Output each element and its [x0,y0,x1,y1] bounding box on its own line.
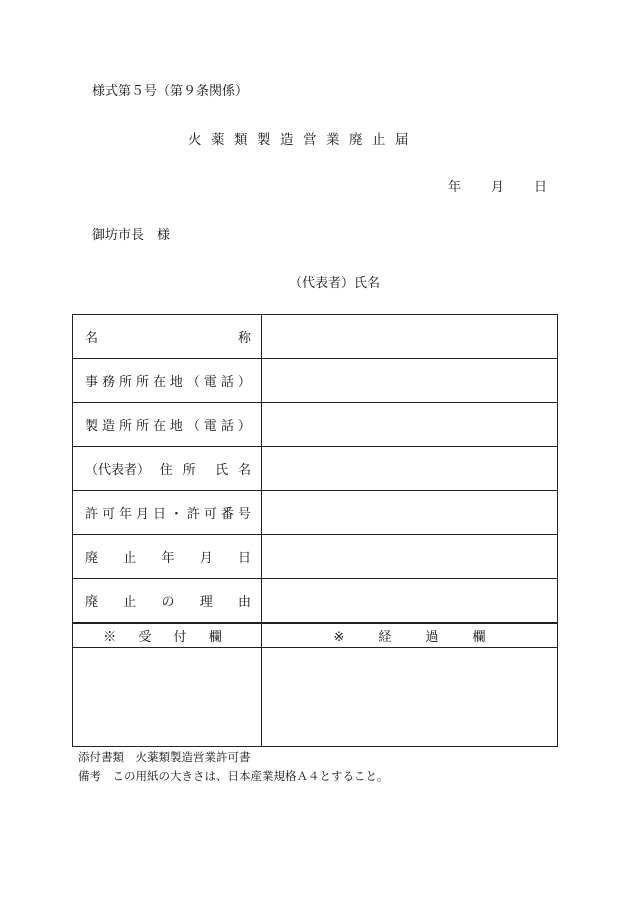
row-label-char: 所 [135,375,149,390]
row-label-representative [73,447,262,491]
row-value-office-address[interactable] [262,359,558,403]
notes [78,748,389,786]
row-label-char: ） [237,375,251,390]
row-label-office-address [73,359,262,403]
addressee: 御坊市長 様 [92,228,171,243]
row-label-char: 所 [118,375,132,390]
remark-note: 備考 この用紙の大きさは、日本産業規格Ａ４とすること。 [78,769,389,783]
row-label-char: 話 [220,375,234,390]
row-label-char: 地 [169,419,183,434]
row-label-char: 年 [161,551,175,566]
row-label-char: 所 [118,419,132,434]
table-row [73,359,558,403]
table-row [73,447,558,491]
row-label-char: 住 [159,463,173,478]
document-title: 火薬類製造営業廃止届 [188,132,418,148]
row-label-char: 可 [203,507,217,522]
row-value-factory-address[interactable] [262,403,558,447]
date-year: 年 [448,180,462,195]
row-value-abolition-date[interactable] [262,535,558,579]
row-label-char: （代表者） [85,463,151,478]
row-label-char: 日 [152,507,166,522]
row-value-name[interactable] [262,315,558,359]
row-label-permit-date-number [73,491,262,535]
row-label-char: 所 [135,419,149,434]
row-label-char: （ [186,375,200,390]
progress-word-1: 経 [378,630,392,645]
row-value-permit-date-number[interactable] [262,491,558,535]
table-row [73,535,558,579]
row-label-char: 月 [135,507,149,522]
row-label-char: の [161,595,175,610]
row-label-char: 許 [186,507,200,522]
row-label-char: （ [186,419,200,434]
date-line [448,176,547,195]
row-label-factory-address [73,403,262,447]
row-label-char: 称 [237,331,251,346]
row-label-char: ） [237,419,251,434]
representative-name-label: （代表者）氏名 [289,276,381,291]
row-label-name [73,315,262,359]
row-label-char: 由 [237,595,251,610]
row-label-char: 止 [123,551,137,566]
date-month: 月 [491,180,505,195]
row-value-abolition-reason[interactable] [262,579,558,624]
form-code: 様式第５号（第９条関係） [92,84,249,99]
row-label-char: 電 [203,419,217,434]
row-label-char: ・ [169,507,183,522]
row-label-char: 号 [237,507,251,522]
row-label-char: 在 [152,375,166,390]
row-value-representative[interactable] [262,447,558,491]
row-label-char: 造 [101,419,115,434]
row-label-char: 止 [123,595,137,610]
row-label-char: 在 [152,419,166,434]
row-label-char: 務 [101,375,115,390]
row-label-char: 番 [220,507,234,522]
row-label-char: 日 [237,551,251,566]
table-row [73,491,558,535]
row-label-char: 廃 [85,551,99,566]
progress-word-2: 過 [425,630,439,645]
row-label-abolition-date [73,535,262,579]
progress-word-3: 欄 [472,630,486,645]
row-label-char: 事 [85,375,99,390]
reception-column-header: ※ 受 付 欄 [73,623,262,648]
row-label-char: 名 [237,463,251,478]
row-label-char: 製 [85,419,99,434]
application-table [72,314,558,747]
row-label-char: 月 [199,551,213,566]
date-day: 日 [534,180,548,195]
row-label-char: 年 [118,507,132,522]
row-label-char: 地 [169,375,183,390]
table-row [73,403,558,447]
row-label-char: 可 [101,507,115,522]
table-row [73,579,558,624]
row-label-char: 電 [203,375,217,390]
row-label-char: 名 [85,331,99,346]
table-row [73,315,558,359]
row-label-char: 理 [199,595,213,610]
progress-mark: ※ [333,630,345,645]
attachment-note: 添付書類 火薬類製造営業許可書 [78,750,251,764]
table-row [73,623,558,648]
row-label-char: 許 [85,507,99,522]
progress-area[interactable] [262,648,558,747]
progress-column-header [262,623,558,648]
row-label-char: 氏 [215,463,229,478]
table-row [73,648,558,747]
reception-area[interactable] [73,648,262,747]
row-label-char: 廃 [85,595,99,610]
row-label-char: 話 [220,419,234,434]
row-label-abolition-reason [73,579,262,624]
row-label-char: 所 [182,463,196,478]
